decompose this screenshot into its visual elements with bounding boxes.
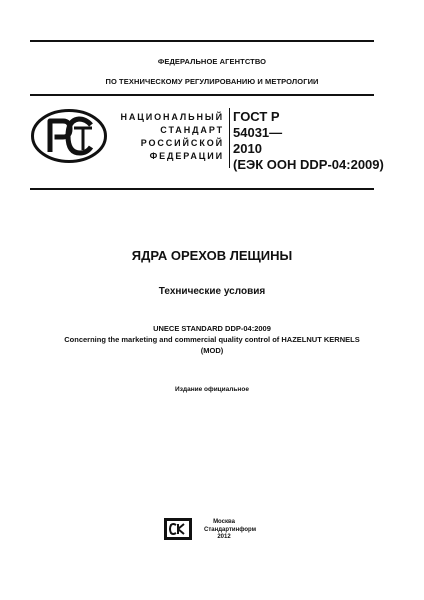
top-rule — [30, 40, 374, 42]
unece-standard: UNECE STANDARD DDP-04:2009 Concerning the marketing and commercial quality control of HAZELNUT KERNELS (MOD) — [64, 324, 360, 355]
standartinform-logo-icon — [163, 517, 193, 541]
national-standard-label: НАЦИОНАЛЬНЫЙ СТАНДАРТ РОССИЙСКОЙ ФЕДЕРАЦИИ — [120, 112, 224, 161]
publisher-info: Москва Стандартинформ 2012 — [204, 519, 257, 540]
middle-rule — [30, 188, 374, 190]
gost-r-logo-icon — [30, 108, 108, 164]
edition-label: Издание официальное — [175, 386, 249, 393]
gost-number: ГОСТ Р 54031— 2010 (ЕЭК ООН DDP-04:2009) — [233, 109, 384, 172]
agency-line-1: ФЕДЕРАЛЬНОЕ АГЕНТСТВО — [157, 57, 267, 66]
document-title: ЯДРА ОРЕХОВ ЛЕЩИНЫ — [131, 248, 293, 263]
vertical-divider — [229, 108, 230, 168]
header-rule — [30, 94, 374, 96]
agency-line-2: ПО ТЕХНИЧЕСКОМУ РЕГУЛИРОВАНИЮ И МЕТРОЛОГИИ — [105, 77, 319, 86]
document-subtitle: Технические условия — [158, 286, 266, 297]
